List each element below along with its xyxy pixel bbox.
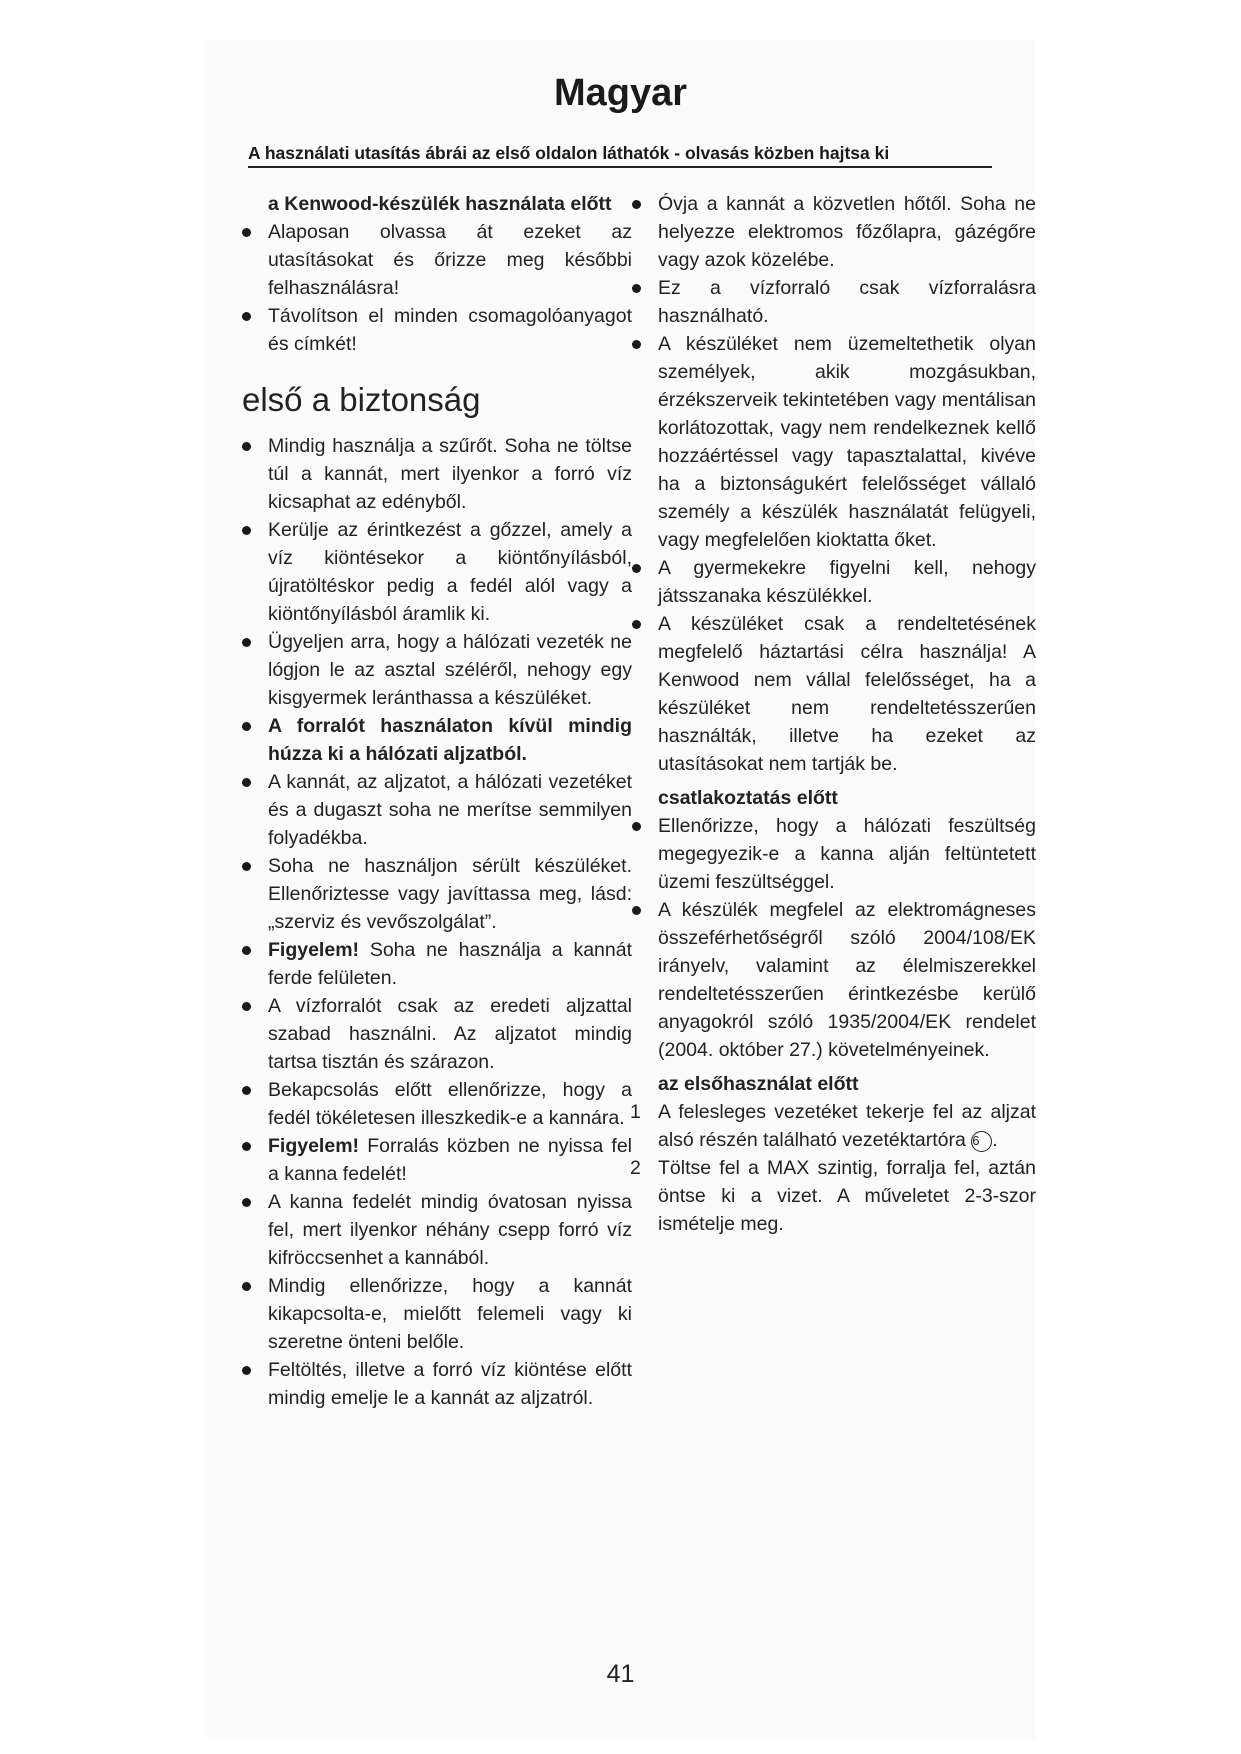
connect-list (632, 812, 1036, 1064)
list-item: Ellenőrizze, hogy a hálózati feszültség megegyezik-e a kanna alján feltüntetett üzemi feszültséggel. (632, 812, 1036, 896)
item-text: A kannát, az aljzatot, a hálózati vezetéket és a dugaszt soha ne merítse semmilyen folyadékba. (268, 771, 632, 849)
list-item (242, 1188, 632, 1272)
list-item (242, 1272, 632, 1356)
right-column (632, 190, 1036, 1238)
page-subtitle: A használati utasítás ábrái az első oldalon láthatók - olvasás közben hajtsa ki (248, 143, 890, 163)
list-item: A készüléket nem üzemeltethetik olyan személyek, akik mozgásukban, érzékszerveik tekintetében vagy mentálisan korlátozottak, vagy nem rendelkeznek kellő hozzáértéssel vagy tapasztalattal, kivéve ha a biztonságukért felelősséget vállaló személy a készülék használatát felügyeli, vagy megfelelően kioktatta őket. (632, 330, 1036, 554)
step-text: Töltse fel a MAX szintig, forralja fel, aztán öntse ki a vizet. A műveletet 2-3-szor ismételje meg. (658, 1157, 1036, 1235)
item-text: Soha ne használja a kannát ferde felületen. (268, 939, 632, 989)
item-text: Mindig ellenőrizze, hogy a kannát kikapcsolta-e, mielőtt felemeli vagy ki szeretne önteni belőle. (268, 1275, 632, 1353)
list-item: Alaposan olvassa át ezeket az utasításokat és őrizze meg későbbi felhasználásra! (242, 218, 632, 302)
step-item (632, 1154, 1036, 1238)
list-item: Óvja a kannát a közvetlen hőtől. Soha ne helyezze elektromos főzőlapra, gázégőre vagy azok közelébe. (632, 190, 1036, 274)
list-item (242, 936, 632, 992)
item-bold: Figyelem! (268, 1135, 360, 1157)
item-text: A kanna fedelét mindig óvatosan nyissa fel, mert ilyenkor néhány csepp forró víz kifröccsenhet a kannából. (268, 1191, 632, 1269)
list-item: A készüléket csak a rendeltetésének megfelelő háztartási célra használja! A Kenwood nem vállal felelősséget, ha a készüléket nem rendeltetésszerűen használták, illetve ha ezeket az utasításokat nem tartják be. (632, 610, 1036, 778)
step-number: 1 (630, 1101, 641, 1123)
step-text: A felesleges vezetéket tekerje fel az aljzat alsó részén található vezetéktartóra (658, 1101, 1036, 1151)
item-text: A vízforralót csak az eredeti aljzattal szabad használni. Az aljzatot mindig tartsa tisztán és szárazon. (268, 995, 632, 1073)
list-item (242, 768, 632, 852)
list-item: Ez a vízforraló csak vízforralásra használható. (632, 274, 1036, 330)
step-text-end: . (992, 1129, 998, 1151)
list-item (242, 712, 632, 768)
item-bold: A forralót használaton kívül mindig húzza ki a hálózati aljzatból. (268, 715, 632, 765)
item-bold: Figyelem! (268, 939, 360, 961)
first-use-heading: az elsőhasználat előtt (658, 1073, 859, 1095)
list-item (242, 992, 632, 1076)
list-item (242, 628, 632, 712)
item-text: Forralás közben ne nyissa fel a kanna fedelét! (268, 1135, 632, 1185)
safety-list-continued (632, 190, 1036, 778)
list-item (242, 1132, 632, 1188)
item-text: Soha ne használjon sérült készüléket. Ellenőriztesse vagy javíttassa meg, lásd: „szerviz és vevőszolgálat”. (268, 855, 632, 933)
page-title: Magyar (553, 72, 688, 114)
item-text: Kerülje az érintkezést a gőzzel, amely a víz kiöntésekor a kiöntőnyílásból, újratöltéskor pedig a fedél alól vagy a kiöntőnyílásból áramlik ki. (268, 519, 632, 625)
left-column (242, 190, 632, 1412)
list-item (242, 432, 632, 516)
list-item: A készülék megfelel az elektromágneses összeférhetőségről szóló 2004/108/EK irányelv, valamint az élelmiszerekkel rendeltetésszerűen érintkezésbe kerülő anyagokról szóló 1935/2004/EK rendelet (2004. október 27.) követelményeinek. (632, 896, 1036, 1064)
item-text: Feltöltés, illetve a forró víz kiöntése előtt mindig emelje le a kannát az aljzatról. (268, 1359, 632, 1409)
steps-list (632, 1098, 1036, 1238)
list-item: Távolítson el minden csomagolóanyagot és címkét! (242, 302, 632, 358)
list-item (242, 1076, 632, 1132)
safety-list (242, 432, 632, 1412)
intro-heading: a Kenwood-készülék használata előtt (268, 193, 612, 215)
list-item (242, 1356, 632, 1412)
connect-heading: csatlakoztatás előtt (658, 787, 838, 809)
step-number: 2 (630, 1157, 641, 1179)
section-title: első a biztonság (242, 381, 481, 418)
list-item (242, 516, 632, 628)
step-item (632, 1098, 1036, 1154)
page-number: 41 (606, 1660, 635, 1688)
item-text: Mindig használja a szűrőt. Soha ne töltse túl a kannát, mert ilyenkor a forró víz kicsaphat az edényből. (268, 435, 632, 513)
list-item (242, 852, 632, 936)
list-item: A gyermekekre figyelni kell, nehogy játsszanaka készülékkel. (632, 554, 1036, 610)
item-text: Ügyeljen arra, hogy a hálózati vezeték ne lógjon le az asztal széléről, nehogy egy kisgyermek leránthassa a készüléket. (268, 631, 632, 709)
figure-reference: 6 (971, 1131, 992, 1152)
item-text: Bekapcsolás előtt ellenőrizze, hogy a fedél tökéletesen illeszkedik-e a kannára. (268, 1079, 632, 1129)
subtitle-underline (248, 166, 992, 168)
intro-list (242, 218, 632, 358)
